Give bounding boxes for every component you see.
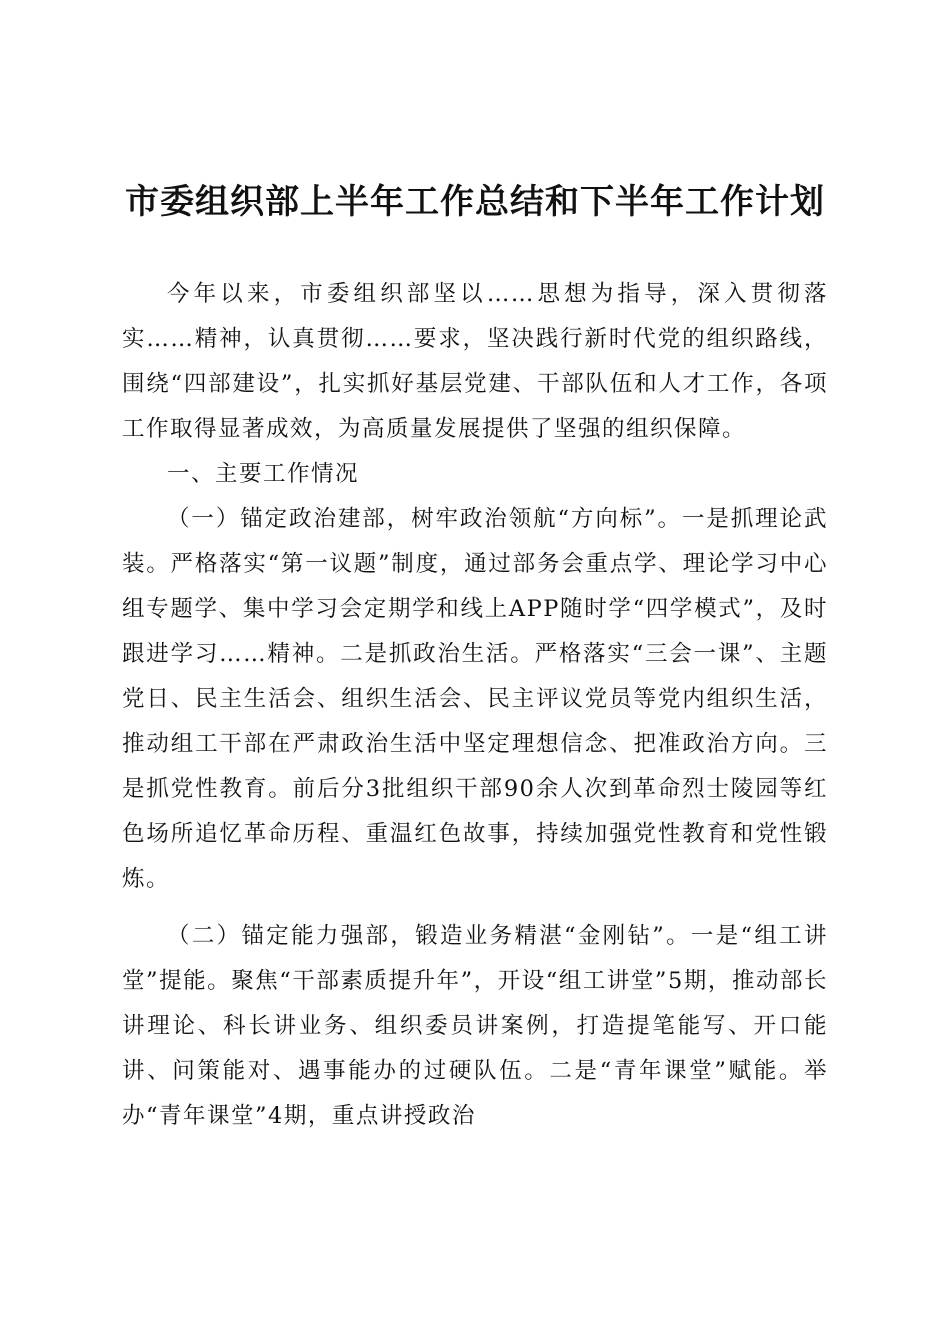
section-heading: 一、主要工作情况: [167, 461, 360, 487]
document-title: 市委组织部上半年工作总结和下半年工作计划: [125, 182, 825, 222]
document-body: [122, 272, 828, 1139]
paragraph-political: （一）锚定政治建部，树牢政治领航“方向标”。一是抓理论武装。严格落实“第一议题”制度，通过部务会重点学、理论学习中心组专题学、集中学习会定期学和线上APP随时学“四学模式”，及时跟进学习……精神。二是抓政治生活。严格落实“三会一课”、主题党日、民主生活会、组织生活会、民主评议党员等党内组织生活，推动组工干部在严肃政治生活中坚定理想信念、把准政治方向。三是抓党性教育。前后分3批组织干部90余人次到革命烈士陵园等红色场所追忆革命历程、重温红色故事，持续加强党性教育和党性锻炼。: [122, 506, 828, 892]
intro-paragraph: 今年以来，市委组织部坚以……思想为指导，深入贯彻落实……精神，认真贯彻……要求，坚决践行新时代党的组织路线，围绕“四部建设”，扎实抓好基层党建、干部队伍和人才工作，各项工作取得显著成效，为高质量发展提供了坚强的组织保障。: [122, 281, 828, 442]
paragraph-capability: （二）锚定能力强部，锻造业务精湛“金刚钻”。一是“组工讲堂”提能。聚焦“干部素质提升年”，开设“组工讲堂”5期，推动部长讲理论、科长讲业务、组织委员讲案例，打造提笔能写、开口能讲、问策能对、遇事能办的过硬队伍。二是“青年课堂”赋能。举办“青年课堂”4期，重点讲授政治: [122, 923, 828, 1129]
